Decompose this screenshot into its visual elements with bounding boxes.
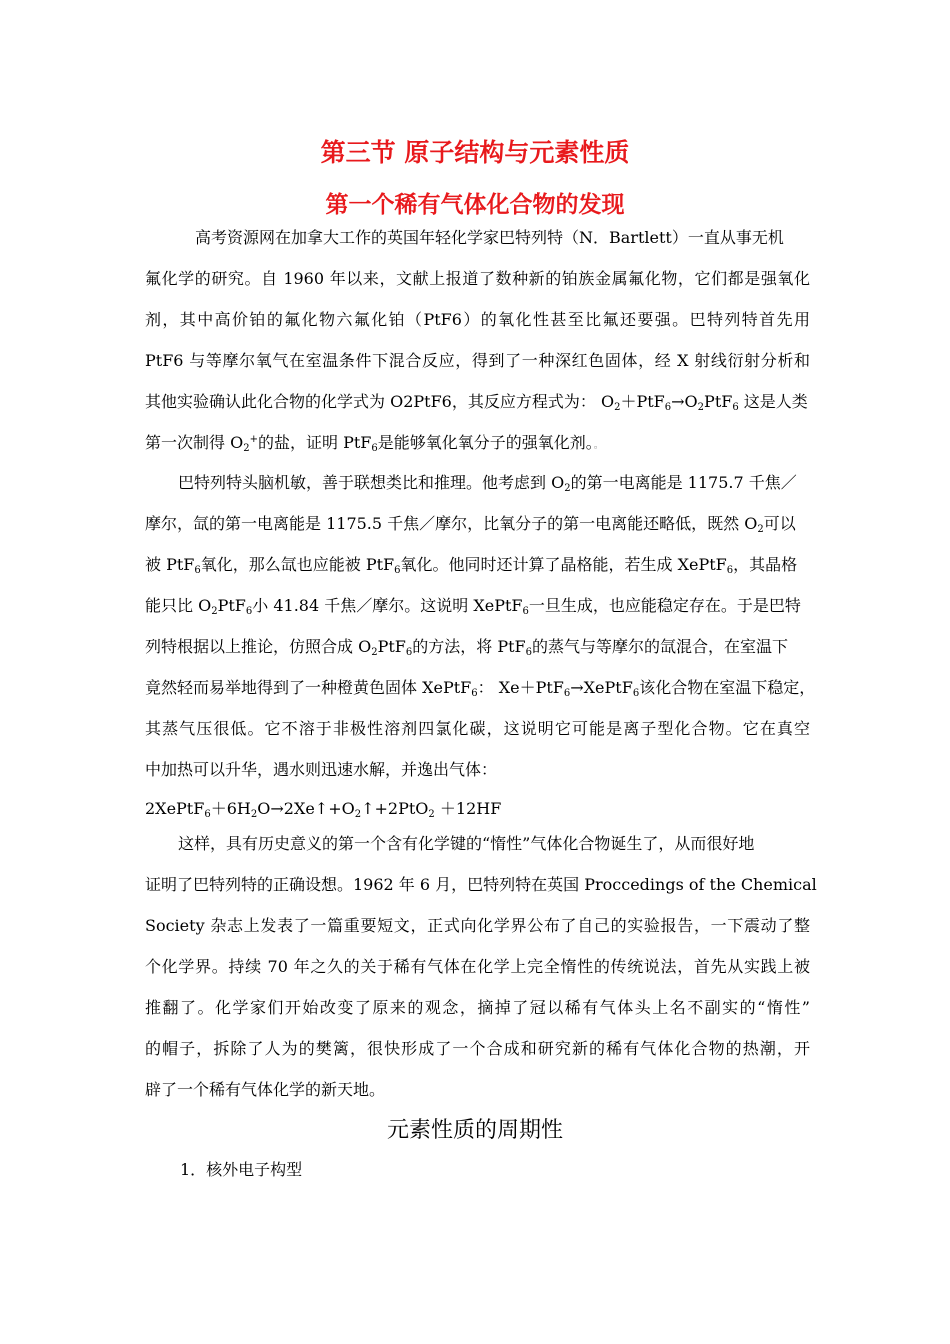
p3-line-4: 个化学界。持续 70 年之久的关于稀有气体在化学上完全惰性的传统说法，首先从实践上被	[145, 957, 810, 976]
document-page: 第三节 原子结构与元素性质 第一个稀有气体化合物的发现 高考资源网在加拿大工作的英国年轻化学家巴特列特（N．Bartlett）一直从事无机 氟化学的研究。自 1960 年以来，文献上报道了数种新的铂族金属氟化物，它们都是强氧化 剂，其中高价铂的氟化物六氟化铂（PtF6）的氧化性甚至比氟还要强。巴特列特首先用 PtF6 与等摩尔氧气在室温条件下混合反应，得到了一种深红色固体，经 X 射线衍射分析和 其他实验确认此化合物的化学式为 O2PtF6，其反应方程式为： $O_2+PtF_6\to O_2PtF_6$ 这是人类 第一次制得 $O_2^+$的盐，证明 PtF$_6$是能够氧化氧分子的强氧化剂。。 巴特列特头脑机敏，善于联想类比和推理。他考虑到 $O_2$的第一电离能是 1175.7 千焦／ 摩尔，氙的第一电离能是 1175.5 千焦／摩尔，比氧分子的第一电离能还略低，既然 $O_2$可以 被 PtF$_6$氧化，那么氙也应能被 PtF$_6$氧化。他同时还计算了晶格能，若生成 XePtF$_6$，其晶格 能只比 $O_2PtF_6$小 41.84 千焦／摩尔。这说明 XePtF$_6$一旦生成，也应能稳定存在。于是巴特 列特根据以上推论，仿照合成 $O_2PtF_6$的方法，将 PtF$_6$的蒸气与等摩尔的氙混合，在室温下 竟然轻而易举地得到了一种橙黄色固体 XePtF$_6$： Xe＋PtF$_6$→XePtF$_6$该化合物在室温下稳定， 其蒸气压很低。它不溶于非极性溶剂四氯化碳，这说明它可能是离子型化合物。它在真空 中加热可以升华，遇水则迅速水解，并逸出气体： $2XePtF_6+6H_2O\to 2Xe↑+O_2↑+2PtO_2 +12HF$ 这样，具有历史意义的第一个含有化学键的“惰性”气体化合物诞生了，从而很好地 证明了巴特列特的正确设想。1962 年 6 月，巴特列特在英国 Proccedings of the Chemical Society 杂志上发表了一篇重要短文，正式向化学界公布了自己的实验报告，一下震动了整 个化学界。持续 70 年之久的关于稀有气体在化学上完全惰性的传统说法，首先从实践上被 推翻了。化学家们开始改变了原来的观念，摘掉了冠以稀有气体头上名不副实的“惰性” 的帽子，拆除了人为的樊篱，很快形成了一个合成和研究新的稀有气体化合物的热潮，开 辟了一个稀有气体化学的新天地。 元素性质的周期性 1．核外电子构型	[0, 0, 950, 1344]
p2-line-1: 巴特列特头脑机敏，善于联想类比和推理。他考虑到 $O_2$的第一电离能是 1175.7 千焦／	[178, 473, 797, 494]
paragraph-mark: 。	[593, 440, 604, 451]
p2-line-4: 能只比 $O_2PtF_6$小 41.84 千焦／摩尔。这说明 XePtF$_6$一旦生成，也应能稳定存在。于是巴特	[145, 596, 801, 617]
article-title: 第一个稀有气体化合物的发现	[325, 192, 625, 218]
p1-line-5: 其他实验确认此化合物的化学式为 O2PtF6，其反应方程式为： $O_2+PtF_6\to O_2PtF_6$ 这是人类	[145, 392, 808, 413]
p2-line-2: 摩尔，氙的第一电离能是 1175.5 千焦／摩尔，比氧分子的第一电离能还略低，既然 $O_2$可以	[145, 514, 796, 535]
p3-line-2: 证明了巴特列特的正确设想。1962 年 6 月，巴特列特在英国 Proccedings of the Chemical	[145, 875, 817, 894]
p3-line-3: Society 杂志上发表了一篇重要短文，正式向化学界公布了自己的实验报告，一下震动了整	[145, 916, 810, 935]
p1-line-2: 氟化学的研究。自 1960 年以来，文献上报道了数种新的铂族金属氟化物，它们都是强氧化	[145, 269, 810, 288]
p2-line-6: 竟然轻而易举地得到了一种橙黄色固体 XePtF$_6$： Xe＋PtF$_6$→XePtF$_6$该化合物在室温下稳定，	[145, 678, 816, 699]
p3-line-6: 的帽子，拆除了人为的樊篱，很快形成了一个合成和研究新的稀有气体化合物的热潮，开	[145, 1039, 810, 1058]
section-heading: 元素性质的周期性	[386, 1118, 563, 1143]
p2-line-3: 被 PtF$_6$氧化，那么氙也应能被 PtF$_6$氧化。他同时还计算了晶格能，若生成 XePtF$_6$，其晶格	[145, 555, 798, 576]
p3-line-7: 辟了一个稀有气体化学的新天地。	[145, 1080, 386, 1099]
p1-line-4: PtF6 与等摩尔氧气在室温条件下混合反应，得到了一种深红色固体，经 X 射线衍射分析和	[145, 351, 810, 370]
section-title: 第三节 原子结构与元素性质	[320, 138, 630, 167]
p2-line-8: 中加热可以升华，遇水则迅速水解，并逸出气体：	[145, 760, 498, 779]
p2-line-7: 其蒸气压很低。它不溶于非极性溶剂四氯化碳，这说明它可能是离子型化合物。它在真空	[145, 719, 810, 738]
p2-line-5: 列特根据以上推论，仿照合成 $O_2PtF_6$的方法，将 PtF$_6$的蒸气与等摩尔的氙混合，在室温下	[145, 637, 789, 658]
p1-line-6: 第一次制得 $O_2^+$的盐，证明 PtF$_6$是能够氧化氧分子的强氧化剂。。	[145, 433, 604, 454]
p1-line-1: 高考资源网在加拿大工作的英国年轻化学家巴特列特（N．Bartlett）一直从事无机	[195, 228, 784, 247]
p3-line-5: 推翻了。化学家们开始改变了原来的观念，摘掉了冠以稀有气体头上名不副实的“惰性”	[145, 998, 810, 1017]
p3-line-1: 这样，具有历史意义的第一个含有化学键的“惰性”气体化合物诞生了，从而很好地	[178, 834, 755, 853]
list-item: 1．核外电子构型	[180, 1160, 303, 1179]
p1-line-3: 剂，其中高价铂的氟化物六氟化铂（PtF6）的氧化性甚至比氟还要强。巴特列特首先用	[145, 310, 810, 329]
